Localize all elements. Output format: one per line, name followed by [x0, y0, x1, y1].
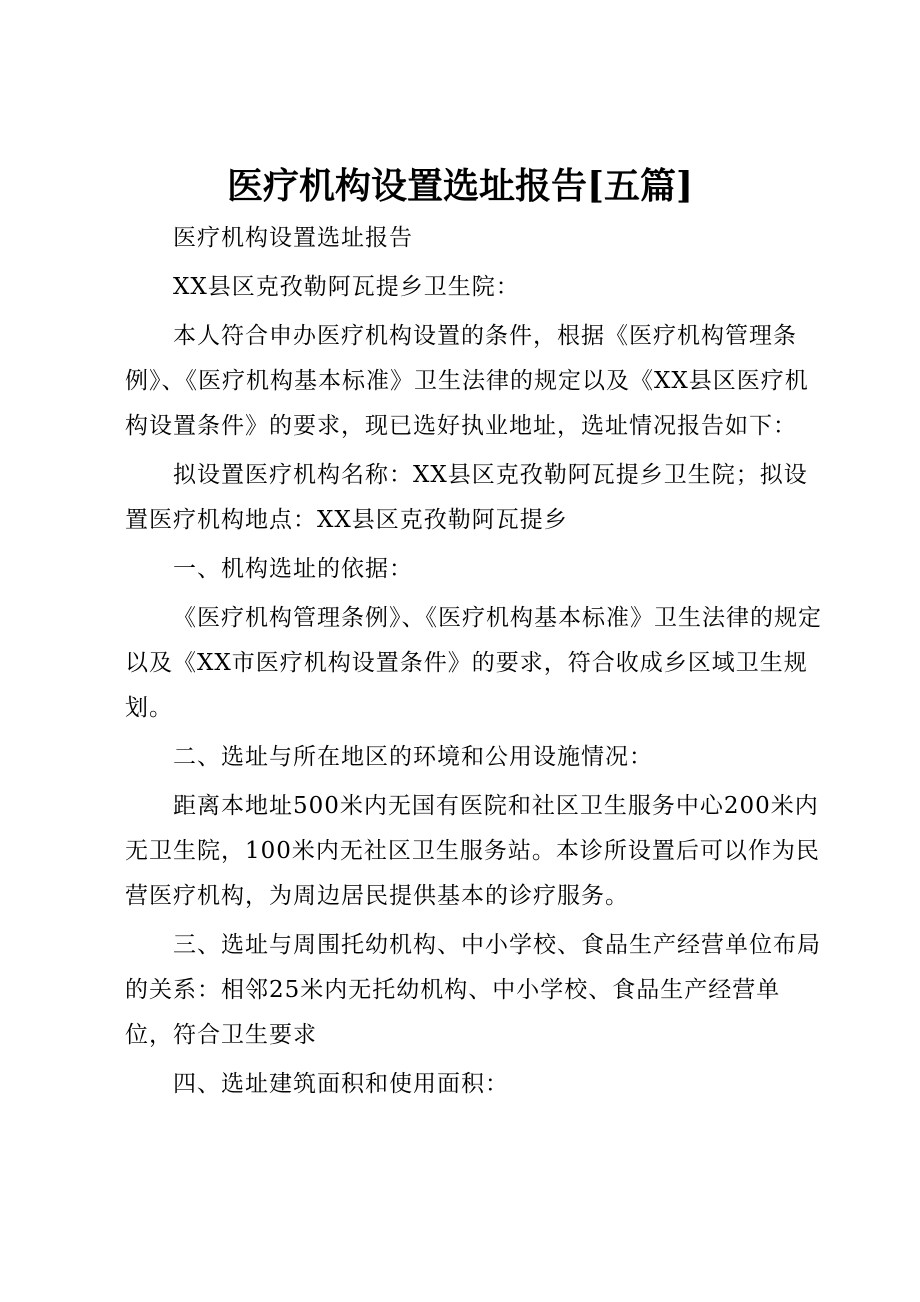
- section-heading-4: 四、选址建筑面积和使用面积：: [173, 1071, 509, 1097]
- paragraph-basis: 《医疗机构管理条例》、《医疗机构基本标准》卫生法律的规定以及《XX市医疗机构设置条件》的要求，符合收成乡区域卫生规划。: [125, 605, 822, 721]
- paragraph-institution-info: 拟设置医疗机构名称：XX县区克孜勒阿瓦提乡卫生院；拟设置医疗机构地点：XX县区克孜勒阿瓦提乡: [125, 462, 808, 533]
- document-title: 医疗机构设置选址报告[五篇]: [226, 165, 694, 207]
- paragraph-subtitle: 医疗机构设置选址报告: [173, 225, 413, 251]
- section-heading-1: 一、机构选址的依据：: [173, 556, 413, 582]
- document-body: [125, 216, 825, 1111]
- paragraph-intro: 本人符合申办医疗机构设置的条件，根据《医疗机构管理条例》、《医疗机构基本标准》卫生法律的规定以及《XX县区医疗机构设置条件》的要求，现已选好执业地址，选址情况报告如下：: [125, 323, 809, 439]
- paragraph-environment: 距离本地址500米内无国有医院和社区卫生服务中心200米内无卫生院，100米内无社区卫生服务站。本诊所设置后可以作为民营医疗机构，为周边居民提供基本的诊疗服务。: [125, 793, 820, 909]
- section-heading-2: 二、选址与所在地区的环境和公用设施情况：: [173, 744, 653, 770]
- paragraph-layout-relation: 三、选址与周围托幼机构、中小学校、食品生产经营单位布局的关系：相邻25米内无托幼机构、中小学校、食品生产经营单位，符合卫生要求: [125, 932, 821, 1048]
- paragraph-addressee: XX县区克孜勒阿瓦提乡卫生院：: [173, 274, 520, 300]
